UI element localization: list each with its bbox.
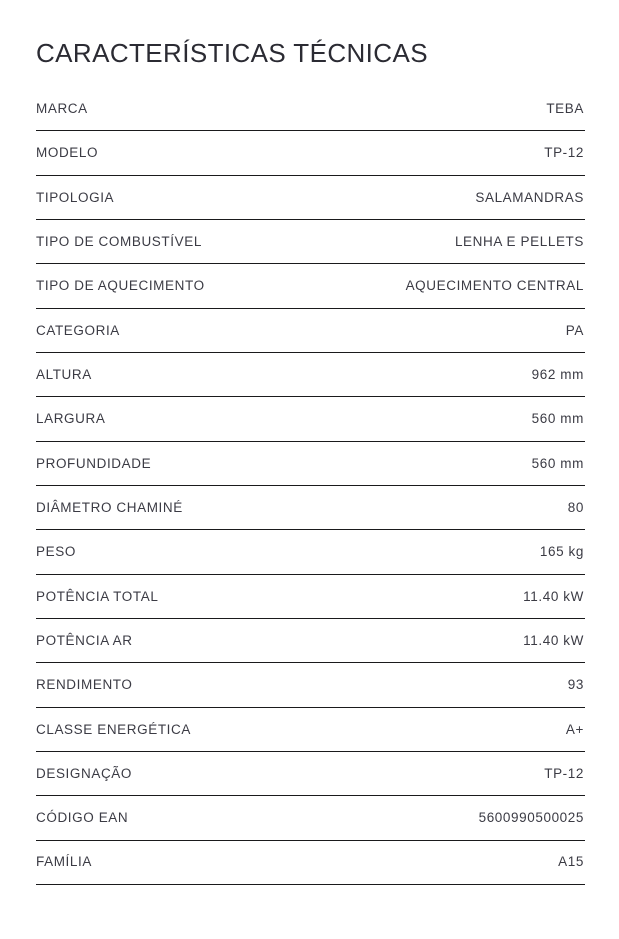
spec-label: DESIGNAÇÃO [36,765,133,781]
spec-label: DIÂMETRO CHAMINÉ [36,499,183,515]
spec-value: AQUECIMENTO CENTRAL [405,278,584,294]
spec-value: 80 [567,499,584,515]
spec-value: SALAMANDRAS [475,189,584,205]
spec-value: 11.40 kW [523,632,584,648]
spec-value: 560 mm [531,411,584,427]
spec-table-row [36,575,585,619]
spec-table-row [36,841,585,885]
spec-value: 93 [567,677,584,693]
spec-table-row [36,619,585,663]
spec-table-row [36,309,585,353]
spec-value: A15 [558,854,584,870]
spec-value: TP-12 [544,145,584,161]
spec-table-row [36,708,585,752]
spec-label: LARGURA [36,411,106,427]
spec-value: LENHA E PELLETS [454,233,584,249]
spec-table [36,87,585,885]
spec-label: POTÊNCIA TOTAL [36,588,159,604]
spec-label: MODELO [36,145,99,161]
spec-value: 165 kg [539,544,584,560]
spec-label: MARCA [36,100,88,116]
spec-label: TIPOLOGIA [36,189,115,205]
technical-characteristics-section [0,40,619,885]
spec-value: 11.40 kW [523,588,584,604]
spec-label: FAMÍLIA [36,854,92,870]
page-title: CARACTERÍSTICAS TÉCNICAS [36,38,428,68]
spec-label: CATEGORIA [36,322,120,338]
spec-label: POTÊNCIA AR [36,632,133,648]
spec-value: PA [565,322,584,338]
spec-label: CLASSE ENERGÉTICA [36,721,191,737]
spec-table-row [36,752,585,796]
spec-table-row [36,663,585,707]
spec-table-row [36,220,585,264]
spec-value: TP-12 [544,765,584,781]
spec-label: PESO [36,544,76,560]
spec-label: ALTURA [36,366,92,382]
spec-table-row [36,486,585,530]
spec-table-row [36,442,585,486]
spec-label: TIPO DE COMBUSTÍVEL [36,233,202,249]
spec-value: 5600990500025 [478,810,584,826]
spec-value: A+ [565,721,584,737]
spec-table-row [36,131,585,175]
spec-table-row [36,397,585,441]
spec-table-row [36,176,585,220]
spec-label: CÓDIGO EAN [36,810,129,826]
spec-table-row [36,264,585,308]
spec-value: TEBA [546,100,584,116]
spec-value: 962 mm [531,366,584,382]
spec-table-row [36,353,585,397]
spec-label: TIPO DE AQUECIMENTO [36,278,205,294]
spec-table-row [36,530,585,574]
spec-label: PROFUNDIDADE [36,455,152,471]
spec-table-row [36,87,585,131]
spec-value: 560 mm [531,455,584,471]
spec-label: RENDIMENTO [36,677,133,693]
spec-table-row [36,796,585,840]
